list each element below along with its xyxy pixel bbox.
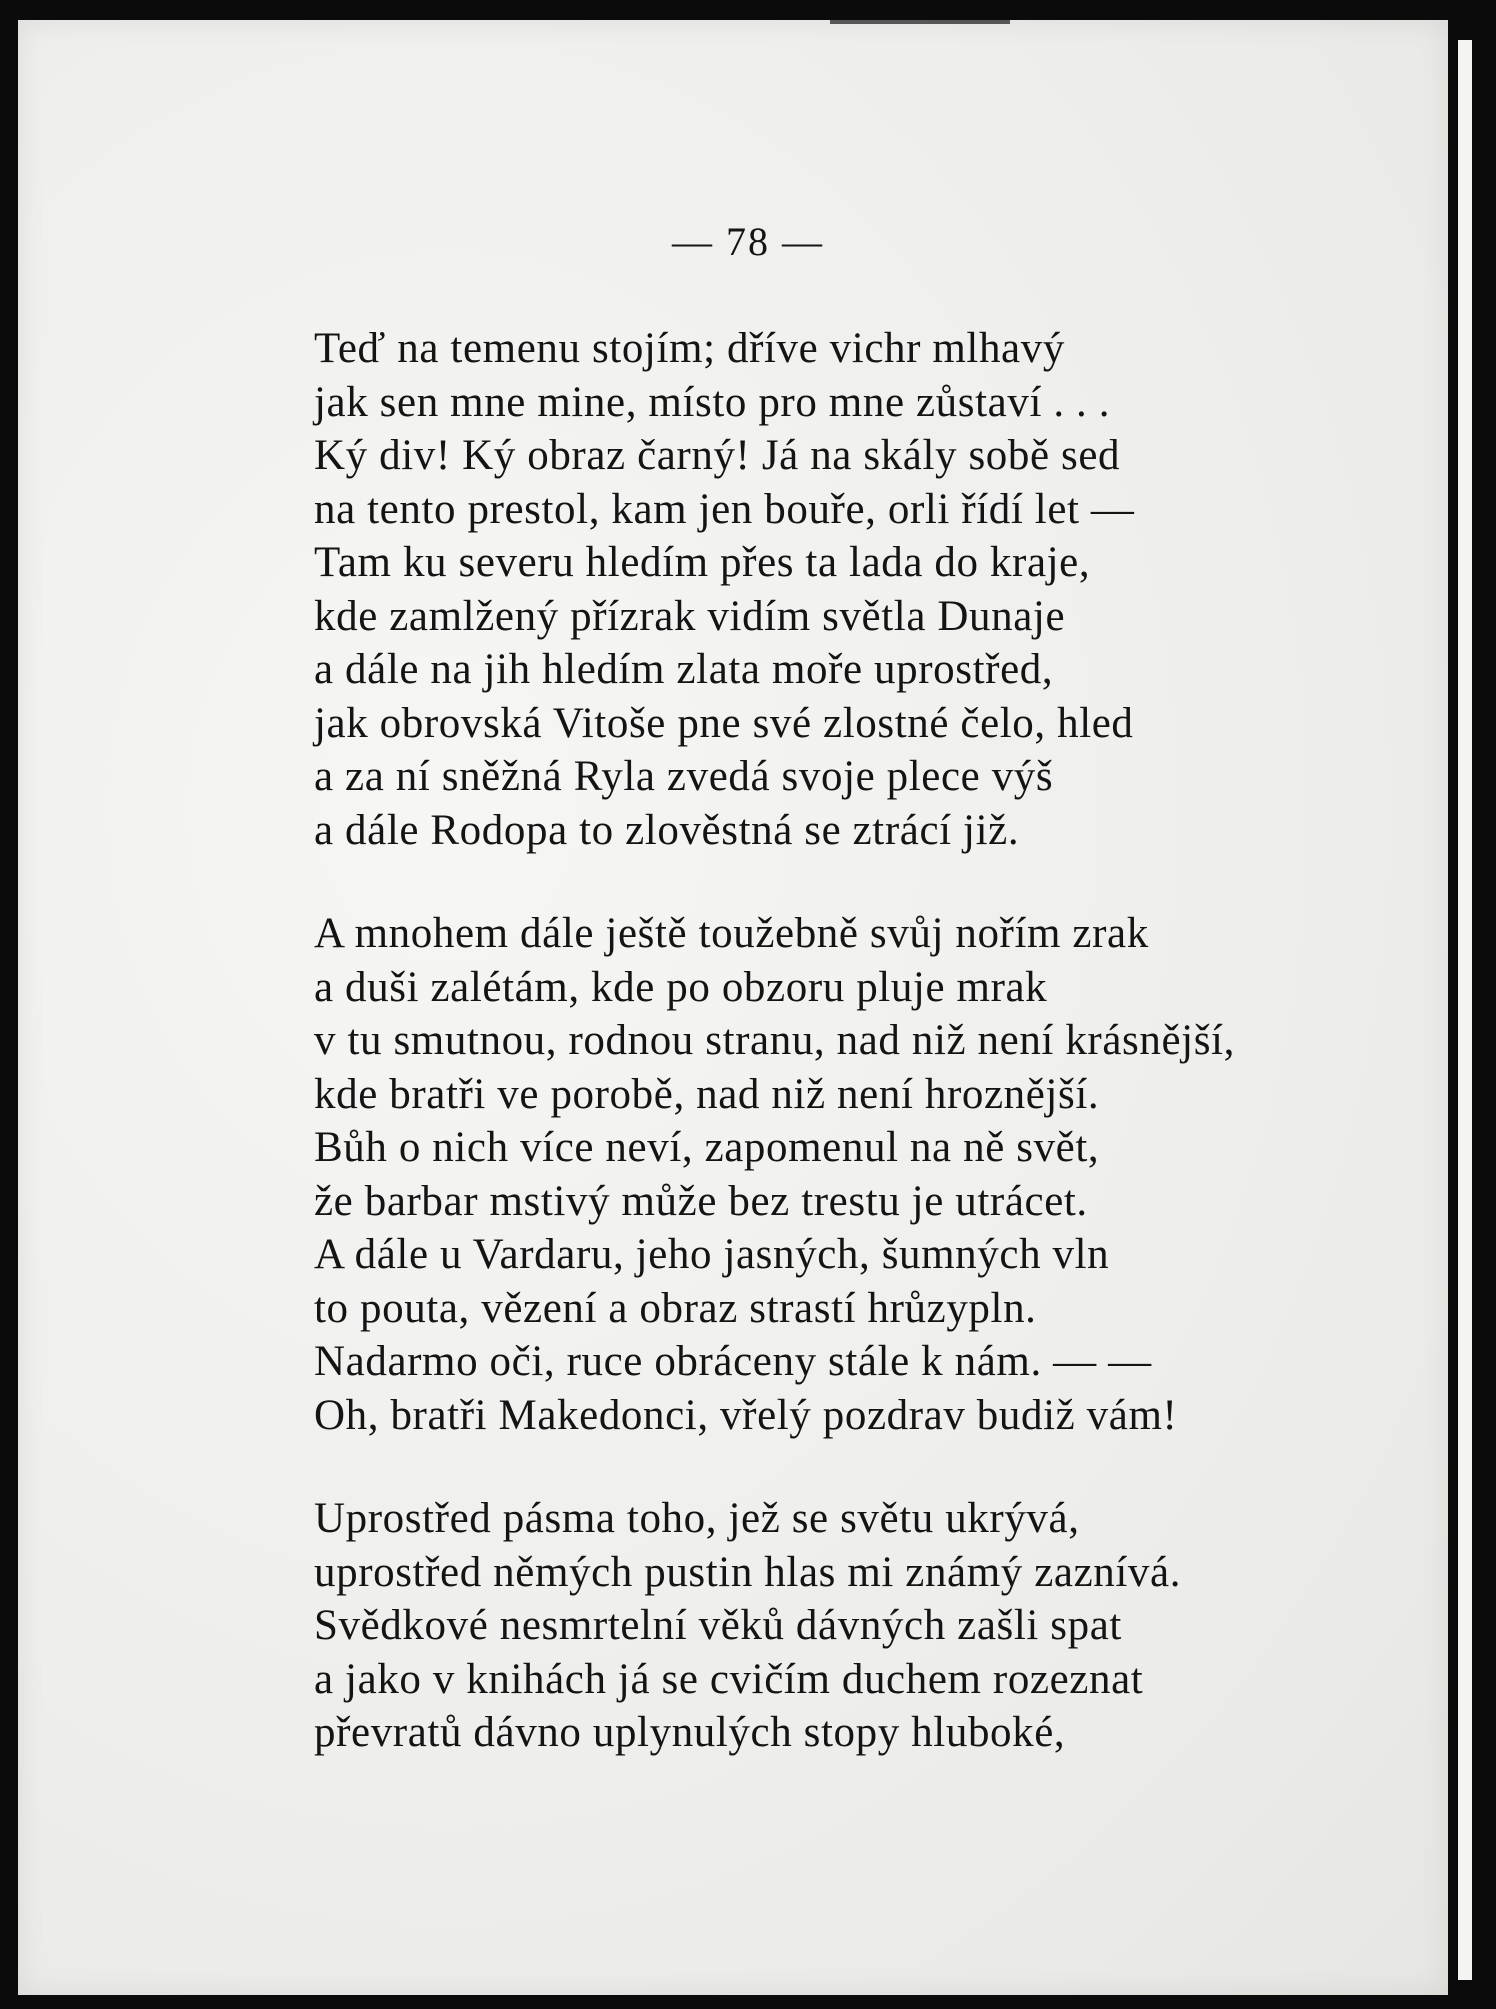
- stanza-2: [314, 907, 1314, 1442]
- poem-line: A mnohem dále ještě toužebně svůj nořím zrak: [314, 910, 1149, 957]
- poem-line: že barbar mstivý může bez trestu je utrácet.: [314, 1177, 1088, 1225]
- poem-line: Tam ku severu hledím přes ta lada do kraje,: [314, 539, 1091, 586]
- poem-line: Uprostřed pásma toho, jež se světu ukrývá,: [314, 1495, 1080, 1542]
- poem-line: Teď na temenu stojím; dříve vichr mlhavý: [314, 325, 1065, 372]
- poem-line: a dále na jih hledím zlata moře uprostřed,: [314, 646, 1054, 693]
- poem-line: kde zamlžený přízrak vidím světla Dunaje: [314, 592, 1066, 640]
- page-number: — 78 —: [672, 219, 824, 264]
- poem-line: Nadarmo oči, ruce obráceny stále k nám. — —: [314, 1338, 1152, 1385]
- scan-artifact-mark: [830, 20, 1010, 24]
- poem-line: a jako v knihách já se cvičím duchem rozeznat: [314, 1655, 1144, 1703]
- poem-line: a duši zalétám, kde po obzoru pluje mrak: [314, 963, 1048, 1011]
- poem-line: kde bratři ve porobě, nad niž není hroznější.: [314, 1070, 1100, 1118]
- stanza-3: [314, 1492, 1314, 1760]
- poem-line: v tu smutnou, rodnou stranu, nad niž není krásnější,: [314, 1017, 1235, 1064]
- poem-line: Ký div! Ký obraz čarný! Já na skály sobě sed: [314, 432, 1121, 479]
- poem-line: Bůh o nich více neví, zapomenul na ně svět,: [314, 1124, 1100, 1171]
- poem-line: na tento prestol, kam jen bouře, orli řídí let —: [314, 485, 1135, 533]
- scan-edge: [1448, 0, 1496, 2009]
- poem-line: jak obrovská Vitoše pne své zlostné čelo, hled: [314, 699, 1134, 747]
- poem-line: A dále u Vardaru, jeho jasných, šumných vln: [314, 1231, 1110, 1278]
- stanza-1: [314, 322, 1314, 857]
- poem-line: jak sen mne mine, místo pro mne zůstaví . . .: [314, 378, 1111, 426]
- poem-line: to pouta, vězení a obraz strastí hrůzypln.: [314, 1284, 1037, 1332]
- poem-line: převratů dávno uplynulých stopy hluboké,: [314, 1709, 1066, 1756]
- poem-line: Svědkové nesmrtelní věků dávných zašli spat: [314, 1602, 1122, 1649]
- poem-line: Oh, bratři Makedonci, vřelý pozdrav budiž vám!: [314, 1391, 1178, 1439]
- poem-body: [314, 322, 1314, 1760]
- poem-line: a za ní sněžná Ryla zvedá svoje plece výš: [314, 753, 1054, 800]
- poem-line: uprostřed němých pustin hlas mi známý zaznívá.: [314, 1548, 1182, 1596]
- poem-line: a dále Rodopa to zlověstná se ztrácí již.: [314, 806, 1020, 854]
- adjacent-page-edge: [1458, 40, 1472, 1980]
